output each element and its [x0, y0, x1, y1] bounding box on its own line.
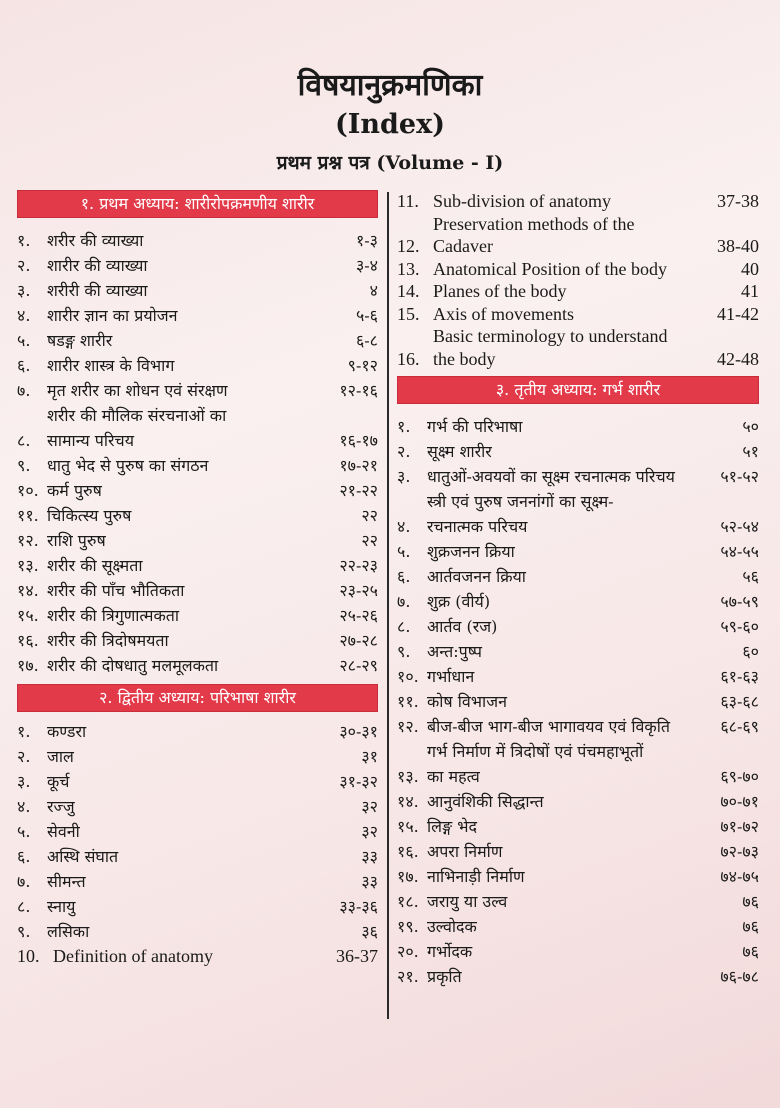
entry-title-line: अपरा निर्माण	[427, 842, 503, 861]
toc-entry	[397, 303, 759, 326]
entry-number: ३.	[397, 467, 411, 486]
entry-page: ९-१२	[347, 356, 378, 375]
entry-title-line: कण्डरा	[47, 722, 87, 741]
entry-title	[47, 919, 355, 944]
entry-title	[47, 628, 333, 653]
entry-number: ९.	[397, 642, 411, 661]
toc-entry	[397, 564, 759, 589]
entry-title	[433, 190, 711, 213]
entry-page: ३६	[361, 922, 378, 941]
toc-entry	[17, 794, 378, 819]
entry-page: ५६	[742, 567, 759, 586]
entry-title-line: शरीर की त्रिगुणात्मकता	[47, 606, 180, 625]
entry-number: १४.	[17, 581, 39, 600]
entry-title	[47, 478, 333, 503]
entry-title-line: अस्थि संघात	[47, 847, 119, 866]
entry-page: ६-८	[355, 331, 378, 350]
entry-page: ७४-७५	[720, 867, 759, 886]
entry-title-line: सेवनी	[47, 822, 80, 841]
entry-title	[47, 653, 333, 678]
entry-title	[427, 914, 736, 939]
entry-page: २३-२५	[339, 581, 378, 600]
toc-entry	[397, 614, 759, 639]
entry-title-line: नाभिनाड़ी निर्माण	[427, 867, 525, 886]
entry-number: १२.	[397, 717, 419, 736]
entry-title-line: the body	[433, 348, 496, 369]
entry-page: ५४-५५	[720, 542, 759, 561]
entry-title	[427, 664, 714, 689]
entry-number: 16.	[397, 348, 420, 369]
toc-entry	[17, 303, 378, 328]
toc-entry	[397, 889, 759, 914]
entry-number: १०.	[17, 481, 39, 500]
entry-page: ६१-६३	[720, 667, 759, 686]
entry-number: १३.	[397, 767, 419, 786]
entry-title-line: गर्भाधान	[427, 667, 475, 686]
entry-page: २२-२३	[339, 556, 378, 575]
entry-number: २.	[397, 442, 411, 461]
entry-number: १९.	[397, 917, 419, 936]
toc-entry	[397, 489, 759, 539]
entry-title-line: Cadaver	[433, 236, 493, 256]
entry-number: १०.	[397, 667, 419, 686]
entry-title-line: सीमन्त	[47, 872, 86, 891]
toc-entry	[397, 789, 759, 814]
chapter-3-list	[397, 414, 759, 989]
toc-entry	[17, 769, 378, 794]
entry-title-line: शुक्र (वीर्य)	[427, 592, 491, 611]
entry-number: ७.	[397, 592, 411, 611]
toc-entry	[17, 894, 378, 919]
entry-title-line: रचनात्मक परिचय	[427, 517, 528, 536]
entry-title	[47, 578, 333, 603]
entry-page: 40	[741, 258, 759, 279]
entry-number: ५.	[17, 331, 31, 350]
entry-page: ७१-७२	[720, 817, 759, 836]
entry-page: १२-१६	[339, 381, 378, 400]
entry-page: ३१	[361, 747, 378, 766]
toc-entry	[17, 253, 378, 278]
entry-title-line: लसिका	[47, 922, 90, 941]
entry-title-line: शरीर की पाँच भौतिकता	[47, 581, 185, 600]
toc-entry	[17, 328, 378, 353]
entry-title	[427, 864, 714, 889]
entry-page: ५-६	[355, 306, 378, 325]
entry-page: ३३	[361, 872, 378, 891]
entry-title-line: चिकित्स्य पुरुष	[47, 506, 132, 525]
entry-page: ७२-७३	[720, 842, 759, 861]
entry-number: ३.	[17, 772, 31, 791]
entry-title-line: शरीर की सूक्ष्मता	[47, 556, 143, 575]
entry-title	[427, 589, 714, 614]
entry-title	[47, 869, 355, 894]
toc-entry	[397, 190, 759, 213]
entry-title	[427, 714, 714, 739]
entry-title-line: शरीर की व्याख्या	[47, 231, 144, 250]
entry-number: १७.	[17, 656, 39, 675]
entry-page: ३१-३२	[339, 772, 378, 791]
entry-page: २१-२२	[339, 481, 378, 500]
entry-title	[47, 228, 350, 253]
toc-entry	[17, 403, 378, 453]
entry-title	[47, 403, 333, 453]
entry-title	[427, 414, 736, 439]
entry-title-line: कूर्च	[47, 772, 70, 791]
entry-number: १.	[17, 231, 31, 250]
entry-number: १४.	[397, 792, 419, 811]
entry-title	[427, 539, 714, 564]
toc-entry	[17, 378, 378, 403]
entry-title-line: गर्भ निर्माण में त्रिदोषों एवं पंचमहाभूतों	[427, 742, 644, 761]
entry-title-line: जाल	[47, 747, 74, 766]
entry-number: ७.	[17, 872, 31, 891]
entry-title-line: Planes of the body	[433, 281, 567, 301]
entry-page: १७-२१	[339, 456, 378, 475]
entry-title-line: कोष विभाजन	[427, 692, 507, 711]
toc-entry	[397, 664, 759, 689]
entry-number: ८.	[17, 897, 31, 916]
entry-title-line: आर्तव (रज)	[427, 617, 498, 636]
entry-title-line: स्त्री एवं पुरुष जननांगों का सूक्ष्म-	[427, 492, 614, 511]
entry-title	[433, 213, 711, 258]
entry-title-line: शारीर शास्त्र के विभाग	[47, 356, 175, 375]
entry-number: ९.	[17, 456, 31, 475]
entry-title	[427, 689, 714, 714]
entry-number: १३.	[17, 556, 39, 575]
entry-number: १६.	[397, 842, 419, 861]
entry-title-line: Anatomical Position of the body	[433, 258, 667, 279]
entry-number: ५.	[17, 822, 31, 841]
entry-title	[47, 719, 333, 744]
toc-entry	[17, 628, 378, 653]
toc-entry	[397, 280, 759, 303]
entry-page: १-३	[355, 231, 378, 250]
entry-page: २२	[361, 531, 378, 550]
entry-title	[427, 614, 714, 639]
toc-entry	[397, 589, 759, 614]
entry-title-line: कर्म पुरुष	[47, 481, 102, 500]
entry-number: 15.	[397, 303, 420, 324]
toc-entry	[17, 869, 378, 894]
entry-title-line: शारीर की व्याख्या	[47, 256, 148, 275]
toc-entry	[397, 739, 759, 789]
entry-title-line: धातुओं-अवयवों का सूक्ष्म रचनात्मक परिचय	[427, 467, 675, 486]
entry-title	[47, 819, 355, 844]
entry-number: ७.	[17, 381, 31, 400]
column-divider	[387, 192, 389, 1019]
entry-title-line: स्नायु	[47, 897, 76, 916]
entry-title-line: शरीर की मौलिक संरचनाओं का	[47, 406, 227, 425]
entry-number: ११.	[17, 506, 39, 525]
toc-entry	[17, 819, 378, 844]
entry-number: 10.	[17, 946, 40, 966]
toc-entry	[397, 258, 759, 281]
entry-page: ६०	[742, 642, 759, 661]
entry-title-line: शरीरी की व्याख्या	[47, 281, 148, 300]
english-entries-list	[397, 190, 759, 370]
entry-title	[427, 789, 714, 814]
entry-title-line: Axis of movements	[433, 303, 574, 324]
entry-title-line: Preservation methods of the	[433, 213, 635, 234]
entry-title	[47, 378, 333, 403]
entry-page: ७६	[742, 942, 759, 961]
chapter-3-banner: ३. तृतीय अध्याय: गर्भ शारीर	[397, 376, 759, 404]
entry-title	[47, 744, 355, 769]
toc-entry	[17, 553, 378, 578]
entry-title-line: आनुवंशिकी सिद्धान्त	[427, 792, 544, 811]
entry-title	[427, 639, 736, 664]
entry-title	[47, 553, 333, 578]
entry-page: ७६	[742, 892, 759, 911]
toc-entry	[17, 278, 378, 303]
entry-number: १५.	[17, 606, 39, 625]
entry-title-line: मृत शरीर का शोधन एवं संरक्षण	[47, 381, 228, 400]
entry-title-line: बीज-बीज भाग-बीज भागावयव एवं विकृति	[427, 717, 670, 736]
entry-number: १२.	[17, 531, 39, 550]
entry-page: ३३-३६	[339, 897, 378, 916]
toc-entry	[397, 464, 759, 489]
entry-page: ७६	[742, 917, 759, 936]
chapter-1-banner: १. प्रथम अध्याय: शारीरोपक्रमणीय शारीर	[17, 190, 378, 218]
entry-number: १७.	[397, 867, 419, 886]
toc-entry	[17, 944, 378, 969]
entry-title	[427, 489, 714, 539]
entry-page: ५०	[742, 417, 759, 436]
entry-title	[47, 353, 342, 378]
toc-entry	[17, 719, 378, 744]
chapter-2-list	[17, 719, 378, 944]
entry-title-line: Sub-division of anatomy	[433, 191, 611, 211]
entry-page: ६९-७०	[720, 767, 759, 786]
entry-title	[433, 303, 711, 326]
entry-title	[47, 769, 333, 794]
entry-number: १.	[17, 722, 31, 741]
entry-title	[47, 528, 355, 553]
entry-title	[47, 303, 350, 328]
entry-title-line: लिङ्ग भेद	[427, 817, 477, 836]
toc-entry	[397, 439, 759, 464]
toc-entry	[17, 578, 378, 603]
entry-page: ३०-३१	[339, 722, 378, 741]
toc-entry	[397, 864, 759, 889]
entry-page: ३३	[361, 847, 378, 866]
left-column	[17, 190, 378, 969]
toc-entry	[397, 914, 759, 939]
entry-title-line: सामान्य परिचय	[47, 431, 134, 450]
toc-entry	[17, 228, 378, 253]
entry-page: ५२-५४	[720, 517, 759, 536]
entry-title	[47, 603, 333, 628]
toc-entry	[397, 964, 759, 989]
entry-title	[427, 939, 736, 964]
toc-entry	[397, 814, 759, 839]
entry-page: ५९-६०	[720, 617, 759, 636]
toc-entry	[17, 653, 378, 678]
entry-page: ७६-७८	[720, 967, 759, 986]
entry-page: ३२	[361, 822, 378, 841]
entry-number: २.	[17, 256, 31, 275]
entry-page: ४	[369, 281, 378, 300]
entry-page: 42-48	[717, 348, 759, 369]
entry-number: २.	[17, 747, 31, 766]
entry-title-line: राशि पुरुष	[47, 531, 106, 550]
entry-number: ६.	[397, 567, 411, 586]
entry-number: ८.	[397, 617, 411, 636]
toc-entry	[17, 503, 378, 528]
toc-entry	[17, 744, 378, 769]
entry-number: १.	[397, 417, 411, 436]
entry-number: १८.	[397, 892, 419, 911]
entry-title-line: Basic terminology to understand	[433, 326, 668, 346]
toc-entry	[17, 844, 378, 869]
entry-title: Definition of anatomy	[53, 946, 213, 966]
page-title-english: (Index)	[335, 109, 445, 140]
toc-entry	[17, 528, 378, 553]
entry-number: ४.	[17, 306, 31, 325]
chapter-2-banner: २. द्वितीय अध्याय: परिभाषा शारीर	[17, 684, 378, 712]
toc-entry	[17, 453, 378, 478]
entry-title	[47, 844, 355, 869]
entry-title	[427, 964, 714, 989]
entry-title	[427, 564, 736, 589]
right-column	[397, 190, 759, 989]
entry-title-line: का महत्व	[427, 767, 480, 786]
entry-title-line: गर्भोदक	[427, 942, 473, 961]
toc-entry	[17, 603, 378, 628]
entry-title-line: शारीर ज्ञान का प्रयोजन	[47, 306, 178, 325]
entry-title	[433, 280, 735, 303]
entry-title	[427, 839, 714, 864]
toc-entry	[397, 539, 759, 564]
entry-page: २५-२६	[339, 606, 378, 625]
entry-page: ५१-५२	[720, 467, 759, 486]
entry-page: २८-२९	[339, 656, 378, 675]
volume-label: प्रथम प्रश्न पत्र (Volume - I)	[276, 152, 504, 174]
entry-title	[427, 889, 736, 914]
entry-title	[47, 894, 333, 919]
entry-title-line: प्रकृति	[427, 967, 462, 986]
entry-page: 36-37	[336, 946, 378, 966]
entry-title	[427, 439, 736, 464]
toc-entry	[397, 714, 759, 739]
entry-number: ११.	[397, 692, 419, 711]
entry-number: 11.	[397, 191, 419, 211]
entry-title-line: शरीर की दोषधातु मलमूलकता	[47, 656, 219, 675]
entry-number: ६.	[17, 356, 31, 375]
entry-number: ५.	[397, 542, 411, 561]
entry-page: ३२	[361, 797, 378, 816]
entry-page: २२	[361, 506, 378, 525]
entry-title	[47, 253, 350, 278]
entry-title	[47, 278, 364, 303]
entry-title	[433, 258, 735, 281]
entry-title	[47, 328, 350, 353]
page-title-hindi: विषयानुक्रमणिका	[297, 68, 483, 103]
entry-number: 12.	[397, 236, 420, 256]
entry-page: 41	[741, 281, 759, 301]
entry-number: 14.	[397, 281, 420, 301]
entry-page: २७-२८	[339, 631, 378, 650]
entry-page: ३-४	[355, 256, 378, 275]
entry-page: ६८-६९	[720, 717, 759, 736]
entry-title-line: धातु भेद से पुरुष का संगठन	[47, 456, 209, 475]
entry-title	[47, 503, 355, 528]
chapter-1-list	[17, 228, 378, 678]
entry-title-line: आर्तवजनन क्रिया	[427, 567, 526, 586]
entry-number: २१.	[397, 967, 419, 986]
entry-title	[427, 464, 714, 489]
toc-entry	[397, 639, 759, 664]
entry-number: ८.	[17, 431, 31, 450]
entry-number: २०.	[397, 942, 419, 961]
entry-title	[427, 814, 714, 839]
entry-title-line: शुक्रजनन क्रिया	[427, 542, 515, 561]
entry-title-line: जरायु या उल्व	[427, 892, 508, 911]
entry-title-line: सूक्ष्म शारीर	[427, 442, 492, 461]
entry-page: ५७-५९	[720, 592, 759, 611]
entry-page: ५१	[742, 442, 759, 461]
index-header	[0, 66, 780, 176]
entry-number: १५.	[397, 817, 419, 836]
toc-entry	[17, 919, 378, 944]
entry-title-line: गर्भ की परिभाषा	[427, 417, 523, 436]
toc-entry	[397, 414, 759, 439]
entry-title	[47, 794, 355, 819]
toc-entry	[397, 689, 759, 714]
toc-entry	[397, 839, 759, 864]
entry-page: 37-38	[717, 191, 759, 211]
entry-number: १६.	[17, 631, 39, 650]
entry-title-line: शरीर की त्रिदोषमयता	[47, 631, 169, 650]
entry-page: 41-42	[717, 303, 759, 324]
entry-number: ६.	[17, 847, 31, 866]
entry-page: १६-१७	[339, 431, 378, 450]
toc-entry	[397, 325, 759, 370]
entry-title-line: षडङ्ग शारीर	[47, 331, 113, 350]
entry-number: ४.	[397, 517, 411, 536]
toc-entry	[17, 478, 378, 503]
entry-title-line: रज्जु	[47, 797, 75, 816]
toc-entry	[397, 213, 759, 258]
entry-number: 13.	[397, 258, 420, 279]
entry-title-line: अन्त:पुष्प	[427, 642, 482, 661]
entry-title	[427, 739, 714, 789]
entry-page: 38-40	[717, 236, 759, 256]
entry-page: ७०-७१	[720, 792, 759, 811]
entry-title-line: उल्वोदक	[427, 917, 477, 936]
toc-entry	[17, 353, 378, 378]
toc-entry	[397, 939, 759, 964]
entry-number: ४.	[17, 797, 31, 816]
entry-number: ९.	[17, 922, 31, 941]
entry-number: ३.	[17, 281, 31, 300]
entry-page: ६३-६८	[720, 692, 759, 711]
entry-title	[433, 325, 711, 370]
entry-title	[47, 453, 333, 478]
